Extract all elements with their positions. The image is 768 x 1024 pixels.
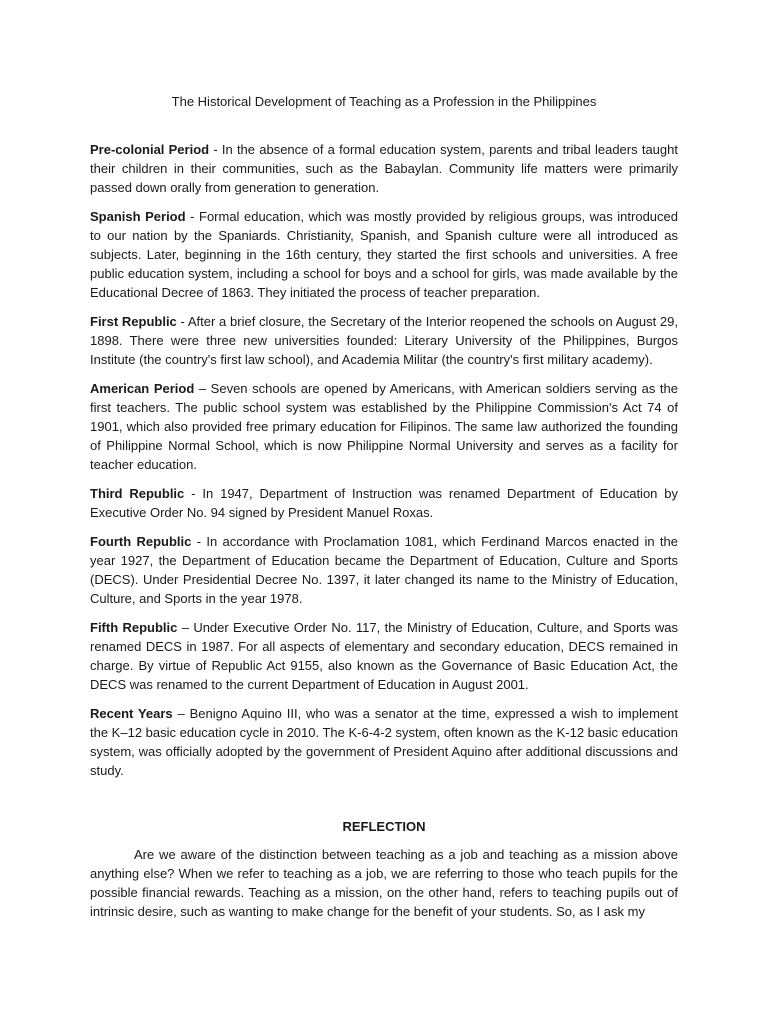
section-separator: - xyxy=(176,314,188,329)
section-text: Benigno Aquino III, who was a senator at the time, expressed a wish to implement the K–12 basic education cycle in 2010. The K-6-4-2 system, often known as the K-12 basic education system, was officially adopted by the government of President Aquino after additional discussions and study. xyxy=(90,706,678,778)
section-fourth-republic xyxy=(90,532,678,608)
section-first-republic xyxy=(90,312,678,369)
section-text: Formal education, which was mostly provided by religious groups, was introduced to our nation by the Spaniards. Christianity, Spanish, and Spanish culture were all introduced as subjects. Later, beginning in the 16th century, they started the first schools and universities. A free public education system, including a school for boys and a school for girls, was made available by the Educational Decree of 1863. They initiated the process of teacher preparation. xyxy=(90,209,678,300)
section-text: In the absence of a formal education system, parents and tribal leaders taught their children in their communities, such as the Babaylan. Community life matters were primarily passed down orally from generation to generation. xyxy=(90,142,678,195)
section-fifth-republic xyxy=(90,618,678,694)
section-heading: Pre-colonial Period xyxy=(90,142,210,157)
section-heading: Spanish Period xyxy=(90,209,186,224)
reflection-title: REFLECTION xyxy=(342,819,426,834)
section-heading: American Period xyxy=(90,381,195,396)
section-separator: – xyxy=(172,706,190,721)
section-separator: – xyxy=(194,381,211,396)
section-text: In accordance with Proclamation 1081, which Ferdinand Marcos enacted in the year 1927, the Department of Education became the Department of Education, Culture and Sports (DECS). Under Presidential Decree No. 1397, it later changed its name to the Ministry of Education, Culture, and Sports in the year 1978. xyxy=(90,534,678,606)
section-text: In 1947, Department of Instruction was renamed Department of Education by Executive Order No. 94 signed by President Manuel Roxas. xyxy=(90,486,679,520)
section-recent-years xyxy=(90,704,678,780)
section-pre-colonial xyxy=(90,140,678,197)
section-third-republic xyxy=(90,484,678,522)
section-separator: - xyxy=(185,209,199,224)
section-separator: - xyxy=(209,142,222,157)
section-text: After a brief closure, the Secretary of the Interior reopened the schools on August 29, 1898. There were three new universities founded: Literary University of the Philippines, Burgos Institute (the country's first law school), and Academia Militar (the country's first military academy). xyxy=(90,314,678,367)
section-american xyxy=(90,379,678,474)
section-text: Under Executive Order No. 117, the Ministry of Education, Culture, and Sports was renamed DECS in 1987. For all aspects of elementary and secondary education, DECS remained in charge. By virtue of Republic Act 9155, also known as the Governance of Basic Education Act, the DECS was renamed to the current Department of Education in August 2001. xyxy=(90,620,678,692)
document-title: The Historical Development of Teaching as a Profession in the Philippines xyxy=(171,94,597,109)
section-heading: Fifth Republic xyxy=(90,620,178,635)
section-heading: Recent Years xyxy=(90,706,173,721)
section-text: Seven schools are opened by Americans, with American soldiers serving as the first teachers. The public school system was established by the Philippine Commission's Act 74 of 1901, which also provided free primary education for Filipinos. The same law authorized the founding of Philippine Normal School, which is now Philippine Normal University and serves as a facility for teacher education. xyxy=(90,381,678,472)
section-heading: Third Republic xyxy=(90,486,185,501)
section-separator: - xyxy=(184,486,203,501)
reflection-body: Are we aware of the distinction between teaching as a job and teaching as a mission above anything else? When we refer to teaching as a job, we are referring to those who teach pupils for the possible financial rewards. Teaching as a mission, on the other hand, refers to teaching pupils out of intrinsic desire, such as wanting to make change for the benefit of your students. So, as I ask my xyxy=(90,847,678,919)
section-heading: Fourth Republic xyxy=(90,534,192,549)
section-spanish xyxy=(90,207,678,302)
section-separator: – xyxy=(177,620,194,635)
section-heading: First Republic xyxy=(90,314,177,329)
section-separator: - xyxy=(191,534,207,549)
